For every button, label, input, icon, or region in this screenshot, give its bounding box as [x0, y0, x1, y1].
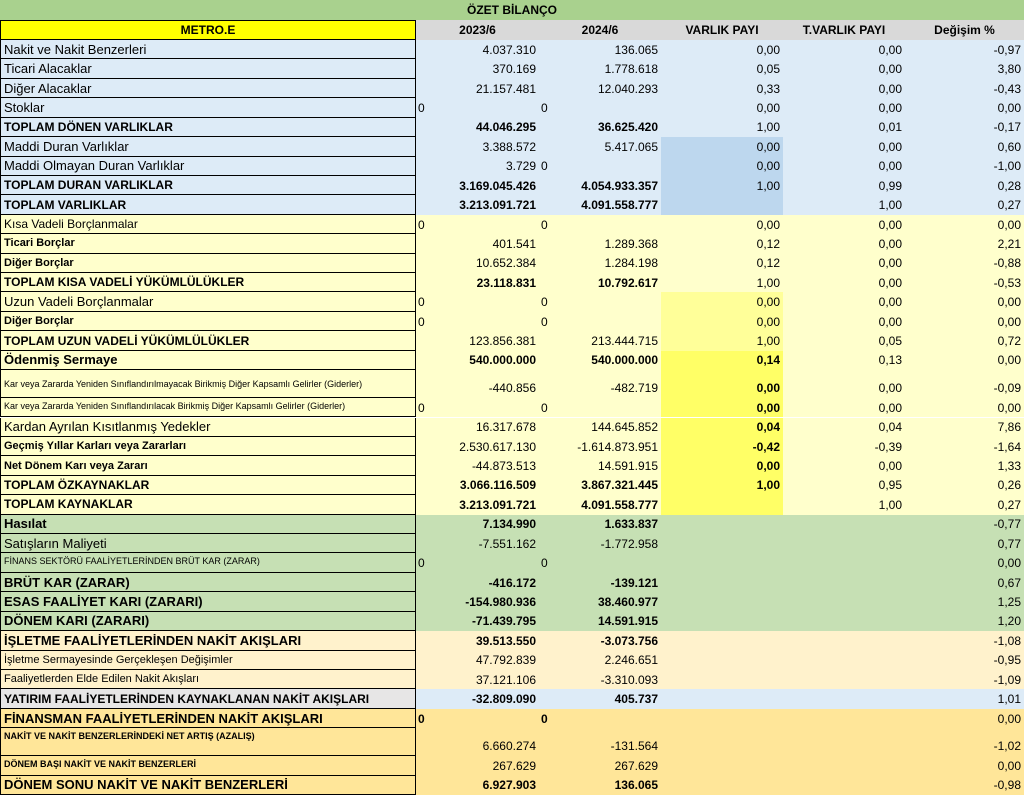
table-row — [0, 515, 1024, 534]
col-period-2024: 2024/6 — [581, 23, 619, 37]
value-2024: 1.284.198 — [539, 254, 661, 273]
table-row — [0, 137, 1024, 156]
total-asset-share: -0,39 — [783, 437, 905, 456]
table-row — [0, 195, 1024, 214]
asset-share: 0,14 — [661, 351, 783, 370]
asset-share — [661, 534, 783, 553]
table-row — [0, 553, 1024, 572]
table-row — [0, 670, 1024, 689]
change-pct: 7,86 — [905, 418, 1024, 437]
table-row — [0, 215, 1024, 234]
asset-share: 0,00 — [661, 312, 783, 331]
value-2024: 38.460.977 — [539, 592, 661, 611]
value-2023: 21.157.481 — [416, 79, 539, 98]
table-row — [0, 709, 1024, 728]
change-pct: 0,26 — [905, 476, 1024, 495]
table-row — [0, 351, 1024, 370]
row-label — [0, 553, 416, 572]
value-2023: 4.037.310 — [416, 40, 539, 59]
asset-share: 1,00 — [661, 176, 783, 195]
change-pct: -0,43 — [905, 79, 1024, 98]
change-pct: 0,72 — [905, 331, 1024, 350]
sheet-title: ÖZET BİLANÇO — [0, 0, 1024, 20]
table-row — [0, 476, 1024, 495]
total-asset-share: 0,00 — [783, 370, 905, 398]
table-row — [0, 273, 1024, 292]
change-pct: 3,80 — [905, 59, 1024, 78]
zero-value-2023: 0 — [418, 217, 425, 232]
total-asset-share: 0,00 — [783, 292, 905, 311]
table-row — [0, 98, 1024, 117]
change-pct: -0,95 — [905, 651, 1024, 670]
value-2023: -416.172 — [416, 573, 539, 592]
table-row — [0, 59, 1024, 78]
total-asset-share: 0,01 — [783, 118, 905, 137]
value-2023: 267.629 — [416, 756, 539, 775]
value-2023: 401.541 — [416, 234, 539, 253]
asset-share — [661, 573, 783, 592]
table-row — [0, 331, 1024, 350]
total-asset-share: 0,00 — [783, 234, 905, 253]
zero-value-2024: 0 — [541, 159, 548, 174]
asset-share: 0,12 — [661, 234, 783, 253]
asset-share: 0,00 — [661, 98, 783, 117]
zero-value-2023: 0 — [418, 556, 425, 571]
row-label: Net Dönem Karı veya Zararı — [0, 456, 416, 475]
row-label: BRÜT KAR (ZARAR) — [0, 573, 416, 592]
row-label: İşletme Sermayesinde Gerçekleşen Değişimler — [0, 651, 416, 670]
asset-share: 0,00 — [661, 370, 783, 398]
change-pct: 0,60 — [905, 137, 1024, 156]
total-asset-share: 0,00 — [783, 157, 905, 176]
value-2024: 12.040.293 — [539, 79, 661, 98]
table-row — [0, 176, 1024, 195]
value-2023 — [416, 98, 539, 117]
row-label-text: Diğer Borçlar — [4, 315, 74, 328]
row-label: TOPLAM ÖZKAYNAKLAR — [0, 476, 416, 495]
row-label: Kardan Ayrılan Kısıtlanmış Yedekler — [0, 418, 416, 437]
asset-share: -0,42 — [661, 437, 783, 456]
asset-share: 1,00 — [661, 118, 783, 137]
value-2024: 540.000.000 — [539, 351, 661, 370]
zero-value-2024: 0 — [541, 314, 548, 329]
row-label — [0, 398, 416, 417]
change-pct: -1,08 — [905, 631, 1024, 650]
zero-value-2024: 0 — [541, 400, 548, 415]
value-2024: 14.591.915 — [539, 612, 661, 631]
zero-value-2024: 0 — [541, 295, 548, 310]
zero-value-2023: 0 — [418, 295, 425, 310]
asset-share: 0,00 — [661, 398, 783, 417]
table-row — [0, 437, 1024, 456]
value-2024 — [539, 312, 661, 331]
row-label: Maddi Duran Varlıklar — [0, 137, 416, 156]
total-asset-share — [783, 534, 905, 553]
value-2024 — [539, 553, 661, 572]
asset-share — [661, 592, 783, 611]
col-total-asset-share: T.VARLIK PAYI — [802, 23, 886, 37]
value-2024: 144.645.852 — [539, 418, 661, 437]
row-label: TOPLAM UZUN VADELİ YÜKÜMLÜLÜKLER — [0, 331, 416, 350]
asset-share — [661, 631, 783, 650]
change-pct: -0,17 — [905, 118, 1024, 137]
total-asset-share: 0,00 — [783, 79, 905, 98]
value-2023 — [416, 709, 539, 728]
total-asset-share: 0,04 — [783, 418, 905, 437]
asset-share — [661, 195, 783, 214]
value-2024: 3.867.321.445 — [539, 476, 661, 495]
change-pct: 0,77 — [905, 534, 1024, 553]
value-2023 — [416, 398, 539, 417]
asset-share — [661, 495, 783, 514]
asset-share: 0,33 — [661, 79, 783, 98]
row-label: Diğer Borçlar — [0, 254, 416, 273]
change-pct: -1,09 — [905, 670, 1024, 689]
value-2024 — [539, 709, 661, 728]
change-pct: 0,00 — [905, 215, 1024, 234]
change-pct: -0,09 — [905, 370, 1024, 398]
row-label: Diğer Alacaklar — [0, 79, 416, 98]
total-asset-share: 1,00 — [783, 495, 905, 514]
asset-share: 0,00 — [661, 215, 783, 234]
table-row — [0, 776, 1024, 795]
total-asset-share: 0,00 — [783, 273, 905, 292]
asset-share — [661, 728, 783, 756]
value-2023: -71.439.795 — [416, 612, 539, 631]
row-label-text: Uzun Vadeli Borçlanmalar — [4, 294, 154, 310]
zero-value-2024: 0 — [541, 556, 548, 571]
table-row — [0, 370, 1024, 398]
asset-share — [661, 670, 783, 689]
total-asset-share — [783, 515, 905, 534]
value-2024: 36.625.420 — [539, 118, 661, 137]
table-row — [0, 651, 1024, 670]
value-2024: 1.633.837 — [539, 515, 661, 534]
table-row — [0, 254, 1024, 273]
table-row — [0, 312, 1024, 331]
table-row — [0, 756, 1024, 775]
value-2024: -3.073.756 — [539, 631, 661, 650]
row-label: Stoklar — [0, 98, 416, 117]
table-row — [0, 495, 1024, 514]
row-label: Nakit ve Nakit Benzerleri — [0, 40, 416, 59]
value-2024 — [539, 215, 661, 234]
total-asset-share: 0,00 — [783, 215, 905, 234]
zero-value-2023: 0 — [418, 711, 425, 726]
total-asset-share: 0,00 — [783, 456, 905, 475]
change-pct: 0,00 — [905, 398, 1024, 417]
change-pct: 0,00 — [905, 756, 1024, 775]
value-2024 — [539, 157, 661, 176]
table-row — [0, 40, 1024, 59]
change-pct: -0,97 — [905, 40, 1024, 59]
value-2023: 3.388.572 — [416, 137, 539, 156]
value-2024: 213.444.715 — [539, 331, 661, 350]
value-2024: 14.591.915 — [539, 456, 661, 475]
table-row — [0, 728, 1024, 756]
value-2023: 370.169 — [416, 59, 539, 78]
value-2024 — [539, 292, 661, 311]
change-pct: -1,64 — [905, 437, 1024, 456]
change-pct: 1,25 — [905, 592, 1024, 611]
table-row — [0, 689, 1024, 708]
row-label: Ticari Borçlar — [0, 234, 416, 253]
row-label: DÖNEM SONU NAKİT VE NAKİT BENZERLERİ — [0, 776, 416, 795]
asset-share: 0,00 — [661, 137, 783, 156]
zero-value-2024: 0 — [541, 100, 548, 115]
value-2024: 4.091.558.777 — [539, 495, 661, 514]
asset-share — [661, 553, 783, 572]
value-2024 — [539, 98, 661, 117]
value-2024: 2.246.651 — [539, 651, 661, 670]
row-label: Maddi Olmayan Duran Varlıklar — [0, 157, 416, 176]
value-2023: 6.660.274 — [416, 728, 539, 756]
row-label: İŞLETME FAALİYETLERİNDEN NAKİT AKIŞLARI — [0, 631, 416, 650]
row-label: TOPLAM VARLIKLAR — [0, 195, 416, 214]
total-asset-share: 1,00 — [783, 195, 905, 214]
total-asset-share: 0,00 — [783, 40, 905, 59]
row-label — [0, 292, 416, 311]
total-asset-share — [783, 776, 905, 795]
total-asset-share — [783, 573, 905, 592]
value-2024: -139.121 — [539, 573, 661, 592]
row-label — [0, 215, 416, 234]
total-asset-share — [783, 689, 905, 708]
zero-value-2024: 0 — [541, 711, 548, 726]
value-2024: -3.310.093 — [539, 670, 661, 689]
value-2023: 6.927.903 — [416, 776, 539, 795]
change-pct: -0,53 — [905, 273, 1024, 292]
change-pct: 1,33 — [905, 456, 1024, 475]
asset-share — [661, 651, 783, 670]
asset-share: 0,04 — [661, 418, 783, 437]
row-label — [0, 709, 416, 728]
row-label: ESAS FAALİYET KARI (ZARARI) — [0, 592, 416, 611]
total-asset-share: 0,00 — [783, 59, 905, 78]
row-label: TOPLAM KAYNAKLAR — [0, 495, 416, 514]
change-pct: -1,02 — [905, 728, 1024, 756]
change-pct: 0,00 — [905, 709, 1024, 728]
table-row — [0, 118, 1024, 137]
row-label: Hasılat — [0, 515, 416, 534]
value-2024: 136.065 — [539, 40, 661, 59]
total-asset-share: 0,00 — [783, 98, 905, 117]
change-pct: -0,98 — [905, 776, 1024, 795]
value-2023 — [416, 215, 539, 234]
asset-share — [661, 709, 783, 728]
total-asset-share: 0,13 — [783, 351, 905, 370]
company-code: METRO.E — [0, 20, 416, 40]
table-row — [0, 79, 1024, 98]
total-asset-share: 0,00 — [783, 137, 905, 156]
asset-share — [661, 776, 783, 795]
value-2024: 136.065 — [539, 776, 661, 795]
value-2023: 37.121.106 — [416, 670, 539, 689]
row-label: Geçmiş Yıllar Karları veya Zararları — [0, 437, 416, 456]
col-change-pct: Değişim % — [934, 23, 995, 37]
row-label: Ödenmiş Sermaye — [0, 351, 416, 370]
total-asset-share — [783, 612, 905, 631]
value-2023: 23.118.831 — [416, 273, 539, 292]
total-asset-share — [783, 709, 905, 728]
change-pct: 1,20 — [905, 612, 1024, 631]
total-asset-share: 0,00 — [783, 398, 905, 417]
value-2023: 123.856.381 — [416, 331, 539, 350]
col-period-2023: 2023/6 — [459, 23, 496, 37]
change-pct: 0,00 — [905, 553, 1024, 572]
value-2023: 44.046.295 — [416, 118, 539, 137]
row-label: Faaliyetlerden Elde Edilen Nakit Akışları — [0, 670, 416, 689]
table-row — [0, 157, 1024, 176]
row-label-text: Kısa Vadeli Borçlanmalar — [4, 217, 138, 231]
change-pct: 0,00 — [905, 98, 1024, 117]
value-2023: 3.213.091.721 — [416, 495, 539, 514]
value-2023: 3.213.091.721 — [416, 195, 539, 214]
table-row — [0, 592, 1024, 611]
zero-value-2023: 0 — [418, 400, 425, 415]
row-label: TOPLAM DURAN VARLIKLAR — [0, 176, 416, 195]
total-asset-share: 0,05 — [783, 331, 905, 350]
table-row — [0, 631, 1024, 650]
value-2023: 16.317.678 — [416, 418, 539, 437]
row-label-text: Kar veya Zararda Yeniden Sınıflandırılacak Birikmiş Diğer Kapsamlı Gelirler (Giderler) — [4, 401, 346, 412]
change-pct: 1,01 — [905, 689, 1024, 708]
value-2024: -482.719 — [539, 370, 661, 398]
value-2023: 3.729 — [416, 157, 539, 176]
change-pct: -1,00 — [905, 157, 1024, 176]
value-2024: 1.778.618 — [539, 59, 661, 78]
value-2023 — [416, 312, 539, 331]
row-label: TOPLAM KISA VADELİ YÜKÜMLÜLÜKLER — [0, 273, 416, 292]
asset-share: 1,00 — [661, 273, 783, 292]
asset-share: 0,00 — [661, 456, 783, 475]
asset-share: 1,00 — [661, 331, 783, 350]
change-pct: -0,77 — [905, 515, 1024, 534]
change-pct: 0,00 — [905, 292, 1024, 311]
table-row — [0, 398, 1024, 417]
table-row — [0, 234, 1024, 253]
total-asset-share — [783, 728, 905, 756]
value-2024: -1.614.873.951 — [539, 437, 661, 456]
asset-share: 0,12 — [661, 254, 783, 273]
value-2024: 405.737 — [539, 689, 661, 708]
total-asset-share — [783, 756, 905, 775]
value-2023: 2.530.617.130 — [416, 437, 539, 456]
value-2023: 540.000.000 — [416, 351, 539, 370]
change-pct: 0,27 — [905, 195, 1024, 214]
value-2023: 39.513.550 — [416, 631, 539, 650]
total-asset-share — [783, 553, 905, 572]
row-label: NAKİT VE NAKİT BENZERLERİNDEKİ NET ARTIŞ (AZALIŞ) — [0, 728, 416, 756]
table-row — [0, 418, 1024, 437]
asset-share: 0,00 — [661, 40, 783, 59]
zero-value-2023: 0 — [418, 314, 425, 329]
row-label — [0, 312, 416, 331]
value-2024: -1.772.958 — [539, 534, 661, 553]
value-2023: -32.809.090 — [416, 689, 539, 708]
zero-value-2023: 0 — [418, 100, 425, 115]
total-asset-share: 0,00 — [783, 254, 905, 273]
asset-share — [661, 689, 783, 708]
change-pct: 0,00 — [905, 351, 1024, 370]
total-asset-share: 0,95 — [783, 476, 905, 495]
table-row — [0, 292, 1024, 311]
asset-share — [661, 515, 783, 534]
value-2024: 1.289.368 — [539, 234, 661, 253]
value-2023: 3.066.116.509 — [416, 476, 539, 495]
value-2024: 5.417.065 — [539, 137, 661, 156]
row-label: TOPLAM DÖNEN VARLIKLAR — [0, 118, 416, 137]
total-asset-share — [783, 670, 905, 689]
change-pct: 0,28 — [905, 176, 1024, 195]
row-label: YATIRIM FAALİYETLERİNDEN KAYNAKLANAN NAKİT AKIŞLARI — [0, 689, 416, 708]
value-2024: 4.054.933.357 — [539, 176, 661, 195]
table-row — [0, 534, 1024, 553]
value-2024: 4.091.558.777 — [539, 195, 661, 214]
row-label: DÖNEM KARI (ZARARI) — [0, 612, 416, 631]
value-2023: -440.856 — [416, 370, 539, 398]
row-label-text: FİNANSMAN FAALİYETLERİNDEN NAKİT AKIŞLARI — [4, 710, 323, 726]
change-pct: 0,00 — [905, 312, 1024, 331]
row-label-text: FİNANS SEKTÖRÜ FAALİYETLERİNDEN BRÜT KAR (ZARAR) — [4, 556, 260, 567]
value-2023: -154.980.936 — [416, 592, 539, 611]
row-label: Satışların Maliyeti — [0, 534, 416, 553]
total-asset-share — [783, 631, 905, 650]
table-row — [0, 573, 1024, 592]
row-label: Ticari Alacaklar — [0, 59, 416, 78]
value-2024: 267.629 — [539, 756, 661, 775]
change-pct: 0,27 — [905, 495, 1024, 514]
zero-value-2024: 0 — [541, 217, 548, 232]
value-2024: -131.564 — [539, 728, 661, 756]
asset-share: 0,05 — [661, 59, 783, 78]
change-pct: 2,21 — [905, 234, 1024, 253]
total-asset-share — [783, 651, 905, 670]
col-asset-share: VARLIK PAYI — [685, 23, 759, 37]
row-label: Kar veya Zararda Yeniden Sınıflandırılmayacak Birikmiş Diğer Kapsamlı Gelirler (Giderler) — [0, 370, 416, 398]
change-pct: -0,88 — [905, 254, 1024, 273]
asset-share: 0,00 — [661, 157, 783, 176]
table-row — [0, 456, 1024, 475]
value-2023: -7.551.162 — [416, 534, 539, 553]
value-2023: 10.652.384 — [416, 254, 539, 273]
value-2023 — [416, 292, 539, 311]
value-2023: -44.873.513 — [416, 456, 539, 475]
value-2023: 47.792.839 — [416, 651, 539, 670]
value-2024 — [539, 398, 661, 417]
row-label: DÖNEM BAŞI NAKİT VE NAKİT BENZERLERİ — [0, 756, 416, 775]
asset-share — [661, 756, 783, 775]
asset-share — [661, 612, 783, 631]
total-asset-share — [783, 592, 905, 611]
header-row — [0, 20, 1024, 40]
asset-share: 1,00 — [661, 476, 783, 495]
value-2023: 3.169.045.426 — [416, 176, 539, 195]
asset-share: 0,00 — [661, 292, 783, 311]
value-2024: 10.792.617 — [539, 273, 661, 292]
value-2023: 7.134.990 — [416, 515, 539, 534]
change-pct: 0,67 — [905, 573, 1024, 592]
value-2023 — [416, 553, 539, 572]
total-asset-share: 0,00 — [783, 312, 905, 331]
total-asset-share: 0,99 — [783, 176, 905, 195]
table-row — [0, 612, 1024, 631]
